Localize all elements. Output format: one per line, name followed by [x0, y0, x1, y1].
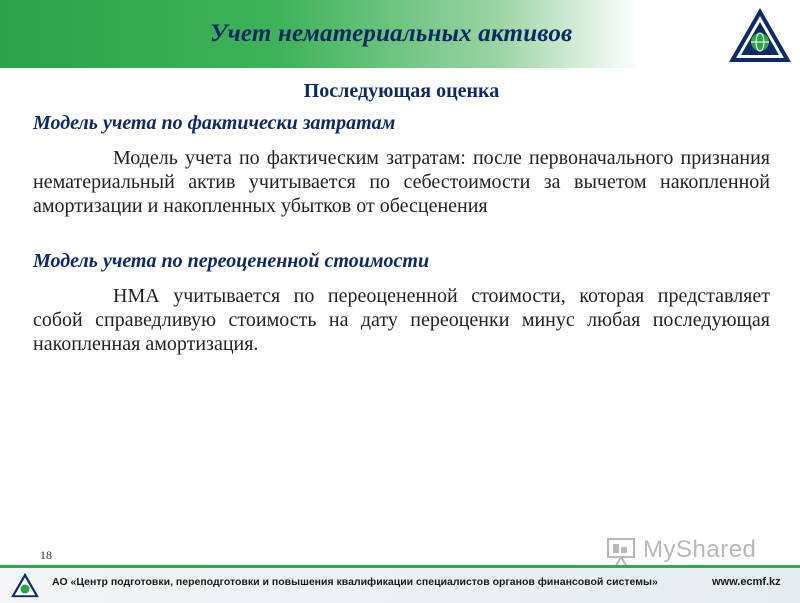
header-title: Учет нематериальных активов: [210, 20, 573, 47]
triangle-globe-logo-icon: [10, 572, 40, 598]
slide-title: Последующая оценка: [303, 80, 500, 102]
spacer: [33, 218, 770, 248]
triangle-globe-logo-icon: [727, 6, 793, 64]
section-heading-revaluation-model: Модель учета по переоцененной стоимости: [33, 250, 430, 272]
slide-header: [0, 0, 800, 68]
watermark: [605, 533, 765, 569]
watermark-text: MyShared: [643, 536, 757, 563]
section-text-cost-model: Модель учета по фактическим затратам: после первоначального признания нематериальный актив учитывается по себестоимости за вычетом накопленной амортизации и накопленных убытков от обесценения: [33, 147, 770, 217]
section-heading-cost-model: Модель учета по фактически затратам: [33, 112, 396, 134]
projector-board-icon: [605, 535, 639, 569]
footer-organization: АО «Центр подготовки, переподготовки и повышения квалификации специалистов органов финансовой системы»: [52, 576, 658, 588]
section-text-revaluation-model: НМА учитывается по переоцененной стоимости, которая представляет собой справедливую стоимость на дату переоценки минус любая последующая накопленная амортизация.: [33, 285, 770, 355]
slide-footer: [0, 565, 800, 603]
footer-url[interactable]: www.ecmf.kz: [712, 576, 781, 588]
slide-content: [33, 78, 770, 356]
page-number: 18: [40, 548, 52, 562]
